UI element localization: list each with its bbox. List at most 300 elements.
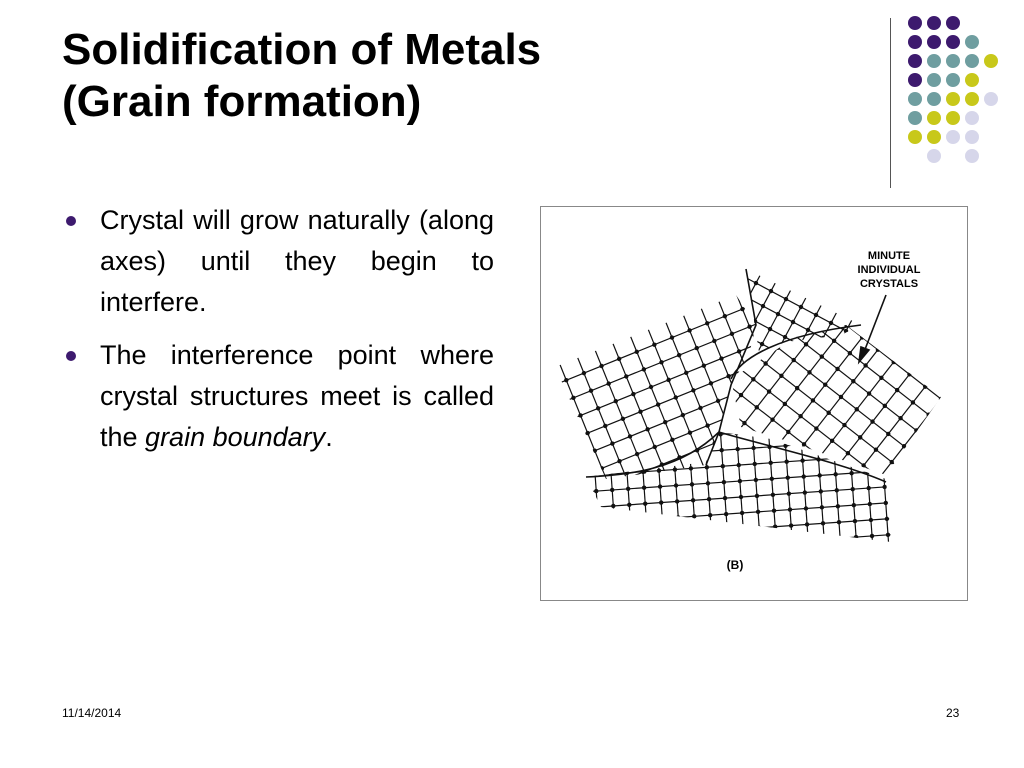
lattice-node	[737, 349, 741, 353]
crystal-lattice-a	[541, 207, 879, 600]
lattice-node	[650, 597, 654, 600]
lattice-node	[935, 545, 939, 549]
lattice-node	[905, 355, 909, 359]
lattice-node	[690, 456, 694, 460]
callout-line-2: INDIVIDUAL	[857, 264, 921, 276]
lattice-node	[886, 308, 890, 312]
lattice-node	[628, 519, 632, 523]
lattice-node	[619, 391, 623, 395]
lattice-line	[541, 594, 962, 600]
lattice-node	[783, 310, 787, 314]
lattice-node	[541, 396, 544, 400]
lattice-node	[730, 367, 734, 371]
lattice-node	[811, 398, 815, 402]
bullet-item	[62, 200, 494, 323]
lattice-node	[751, 377, 755, 381]
lattice-node	[911, 400, 915, 404]
lattice-node	[847, 579, 851, 583]
lattice-node	[900, 316, 904, 320]
lattice-line	[786, 303, 967, 565]
decor-dot	[946, 73, 960, 87]
lattice-node	[737, 247, 741, 251]
lattice-node	[662, 548, 666, 552]
decor-dot	[946, 130, 960, 144]
lattice-node	[903, 323, 907, 327]
lattice-node	[794, 490, 798, 494]
lattice-node	[804, 342, 808, 346]
lattice-node	[569, 362, 573, 366]
lattice-node	[846, 253, 850, 257]
lattice-node	[709, 381, 713, 385]
lattice-line	[759, 232, 967, 436]
slide-title	[62, 24, 862, 128]
lattice-node	[840, 523, 844, 527]
lattice-node	[722, 212, 726, 216]
lattice-node	[849, 479, 853, 483]
lattice-node	[584, 345, 588, 349]
lattice-node	[725, 528, 729, 532]
lattice-node	[634, 598, 638, 600]
lattice-node	[816, 237, 820, 241]
lattice-node	[857, 307, 861, 311]
lattice-node	[597, 537, 601, 541]
lattice-node	[738, 479, 742, 483]
lattice-node	[957, 309, 961, 313]
lattice-node	[832, 456, 836, 460]
lattice-node	[683, 400, 687, 404]
lattice-node	[948, 353, 952, 357]
lattice-node	[677, 317, 681, 321]
lattice-node	[727, 476, 731, 480]
decor-dot	[927, 92, 941, 106]
lattice-node	[847, 215, 851, 219]
lattice-node	[853, 279, 857, 283]
lattice-node	[835, 382, 839, 386]
lattice-node	[690, 482, 694, 486]
lattice-node	[713, 296, 717, 300]
lattice-node	[874, 447, 878, 451]
lattice-node	[610, 488, 614, 492]
lattice-node	[903, 572, 907, 576]
lattice-node	[596, 521, 600, 525]
lattice-node	[645, 427, 649, 431]
lattice-line	[809, 207, 967, 373]
lattice-node	[644, 293, 648, 297]
lattice-node	[551, 547, 555, 551]
lattice-node	[888, 332, 892, 336]
lattice-node	[904, 344, 908, 348]
lattice-node	[551, 332, 555, 336]
lattice-node	[800, 542, 804, 546]
lattice-node	[791, 320, 795, 324]
lattice-node	[559, 443, 563, 447]
lattice-node	[575, 353, 579, 357]
lattice-node	[695, 562, 699, 566]
lattice-node	[793, 347, 797, 351]
lattice-node	[951, 381, 955, 385]
lattice-node	[930, 481, 934, 485]
lattice-node	[557, 411, 561, 415]
lattice-node	[784, 530, 788, 534]
lattice-node	[800, 458, 804, 462]
lattice-node	[574, 426, 578, 430]
lattice-node	[578, 311, 582, 315]
lattice-node	[553, 588, 557, 592]
lattice-node	[799, 305, 803, 309]
lattice-node	[837, 295, 841, 299]
lattice-node	[909, 500, 913, 504]
lattice-node	[833, 472, 837, 476]
lattice-node	[695, 346, 699, 350]
lattice-node	[781, 412, 785, 416]
lattice-node	[776, 312, 780, 316]
lattice-node	[593, 449, 597, 453]
lattice-node	[725, 227, 729, 231]
lattice-node	[853, 294, 857, 298]
lattice-node	[731, 288, 735, 292]
lattice-node	[869, 518, 873, 522]
lattice-node	[882, 485, 886, 489]
lattice-node	[847, 439, 851, 443]
lattice-node	[603, 392, 607, 396]
lattice-node	[896, 516, 900, 520]
decor-dot	[984, 92, 998, 106]
lattice-node	[585, 586, 589, 590]
lattice-node	[859, 207, 863, 211]
lattice-node	[926, 418, 930, 422]
lattice-node	[781, 411, 785, 415]
decor-dot	[927, 35, 941, 49]
lattice-node	[740, 207, 744, 209]
lattice-node	[762, 266, 766, 270]
decor-dot	[927, 130, 941, 144]
lattice-node	[855, 326, 859, 330]
lattice-node	[708, 513, 712, 517]
lattice-node	[807, 290, 811, 294]
lattice-node	[952, 560, 956, 564]
lattice-node	[845, 407, 849, 411]
lattice-node	[781, 502, 785, 506]
lattice-node	[702, 363, 706, 367]
lattice-line	[902, 271, 932, 600]
lattice-node	[680, 311, 684, 315]
lattice-node	[631, 326, 635, 330]
lattice-node	[790, 539, 794, 543]
lattice-node	[902, 444, 906, 448]
lattice-node	[783, 402, 787, 406]
lattice-node	[621, 417, 625, 421]
lattice-node	[838, 268, 842, 272]
lattice-line	[541, 562, 960, 592]
lattice-node	[938, 369, 942, 373]
lattice-node	[585, 226, 589, 230]
lattice-node	[626, 487, 630, 491]
lattice-node	[857, 583, 861, 587]
lattice-node	[649, 385, 653, 389]
lattice-node	[604, 408, 608, 412]
lattice-node	[647, 565, 651, 569]
lattice-node	[596, 508, 600, 512]
lattice-node	[688, 431, 692, 435]
lattice-node	[748, 220, 752, 224]
title-line-2: (Grain formation)	[62, 77, 422, 126]
lattice-node	[768, 461, 772, 465]
lattice-node	[737, 265, 741, 269]
lattice-node	[960, 337, 964, 341]
lattice-node	[686, 434, 690, 438]
decor-dot	[908, 73, 922, 87]
lattice-node	[746, 366, 750, 370]
lattice-node	[856, 567, 860, 571]
lattice-node	[859, 563, 863, 567]
lattice-node	[893, 488, 897, 492]
lattice-node	[549, 540, 553, 544]
lattice-node	[819, 582, 823, 586]
lattice-node	[761, 589, 765, 593]
lattice-node	[852, 503, 856, 507]
lattice-line	[661, 358, 923, 562]
callout-arrow	[859, 295, 886, 362]
lattice-node	[919, 546, 923, 550]
lattice-node	[694, 546, 698, 550]
lattice-node	[660, 292, 664, 296]
lattice-node	[714, 368, 718, 372]
lattice-node	[541, 470, 544, 474]
lattice-line	[541, 338, 822, 471]
lattice-node	[730, 332, 734, 336]
lattice-node	[599, 364, 603, 368]
lattice-node	[614, 311, 618, 315]
lattice-node	[589, 389, 593, 393]
lattice-node	[561, 420, 565, 424]
lattice-node	[808, 570, 812, 574]
lattice-node	[625, 579, 629, 583]
lattice-node	[692, 290, 696, 294]
lattice-node	[583, 554, 587, 558]
lattice-node	[666, 596, 670, 600]
lattice-node	[558, 565, 562, 569]
lattice-node	[638, 207, 642, 209]
lattice-node	[872, 547, 876, 551]
lattice-node	[633, 582, 637, 586]
lattice-node	[635, 452, 639, 456]
lattice-node	[795, 386, 799, 390]
lattice-node	[712, 577, 716, 581]
lattice-node	[564, 523, 568, 527]
lattice-node	[845, 291, 849, 295]
lattice-node	[597, 296, 601, 300]
lattice-line	[758, 281, 788, 600]
lattice-node	[723, 303, 727, 307]
lattice-node	[586, 533, 590, 537]
lattice-line	[796, 207, 967, 389]
lattice-node	[769, 377, 773, 381]
lattice-node	[550, 445, 554, 449]
lattice-node	[815, 441, 819, 445]
lattice-node	[635, 554, 639, 558]
lattice-node	[802, 474, 806, 478]
decor-dot	[965, 35, 979, 49]
lattice-node	[818, 398, 822, 402]
lattice-node	[543, 325, 547, 329]
lattice-node	[666, 275, 670, 279]
lattice-node	[713, 543, 717, 547]
lattice-node	[629, 294, 633, 298]
lattice-node	[946, 480, 950, 484]
lattice-node	[708, 295, 712, 299]
lattice-node	[786, 475, 790, 479]
lattice-node	[798, 414, 802, 418]
lattice-node	[677, 353, 681, 357]
lattice-node	[892, 239, 896, 243]
lattice-node	[774, 388, 778, 392]
lattice-node	[777, 588, 781, 592]
lattice-node	[947, 496, 951, 500]
lattice-node	[547, 487, 551, 491]
lattice-node	[860, 335, 864, 339]
lattice-node	[546, 492, 550, 496]
lattice-node	[588, 286, 592, 290]
lattice-node	[862, 235, 866, 239]
lattice-node	[681, 354, 685, 358]
lattice-node	[744, 334, 748, 338]
lattice-node	[592, 457, 596, 461]
lattice-line	[582, 294, 612, 600]
lattice-node	[729, 364, 733, 368]
lattice-node	[804, 506, 808, 510]
lattice-node	[790, 328, 794, 332]
lattice-node	[642, 572, 646, 576]
lattice-node	[710, 545, 714, 549]
lattice-node	[747, 222, 751, 226]
lattice-node	[569, 587, 573, 591]
lattice-line	[541, 298, 548, 600]
lattice-node	[841, 584, 845, 588]
lattice-node	[745, 591, 749, 595]
lattice-node	[793, 258, 797, 262]
lattice-node	[744, 367, 748, 371]
lattice-node	[758, 433, 762, 437]
lattice-node	[798, 426, 802, 430]
lattice-node	[807, 370, 811, 374]
lattice-node	[823, 382, 827, 386]
lattice-node	[750, 249, 754, 253]
lattice-node	[681, 515, 685, 519]
lattice-node	[728, 309, 732, 313]
lattice-node	[724, 287, 728, 291]
lattice-node	[659, 258, 663, 262]
lattice-node	[796, 395, 800, 399]
lattice-node	[835, 595, 839, 599]
lattice-node	[932, 341, 936, 345]
lattice-node	[743, 559, 747, 563]
lattice-node	[926, 413, 930, 417]
lattice-node	[560, 318, 564, 322]
lattice-node	[599, 328, 603, 332]
lattice-node	[822, 537, 826, 541]
lattice-node	[578, 490, 582, 494]
lattice-node	[793, 244, 797, 248]
lattice-node	[877, 231, 881, 235]
lattice-node	[602, 219, 606, 223]
lattice-node	[807, 554, 811, 558]
lattice-node	[660, 565, 664, 569]
lattice-node	[649, 357, 653, 361]
lattice-node	[773, 300, 777, 304]
lattice-node	[707, 368, 711, 372]
lattice-node	[907, 372, 911, 376]
lattice-node	[862, 422, 866, 426]
lattice-node	[914, 483, 918, 487]
lattice-node	[811, 377, 815, 381]
lattice-node	[843, 367, 847, 371]
lattice-node	[949, 481, 953, 485]
lattice-node	[942, 416, 946, 420]
lattice-node	[783, 413, 787, 417]
lattice-node	[779, 380, 783, 384]
lattice-node	[756, 533, 760, 537]
lattice-node	[614, 399, 618, 403]
lattice-node	[871, 550, 875, 554]
lattice-node	[824, 222, 828, 226]
lattice-node	[928, 313, 932, 317]
lattice-node	[858, 435, 862, 439]
lattice-node	[920, 356, 924, 360]
lattice-line	[541, 321, 815, 454]
lattice-node	[638, 307, 642, 311]
lattice-node	[646, 529, 650, 533]
lattice-node	[638, 410, 642, 414]
lattice-node	[646, 549, 650, 553]
lattice-node	[864, 454, 868, 458]
decor-dot	[965, 111, 979, 125]
lattice-node	[863, 363, 867, 367]
lattice-node	[567, 233, 571, 237]
lattice-node	[814, 338, 818, 342]
lattice-node	[541, 365, 542, 369]
lattice-node	[585, 361, 589, 365]
decor-dot	[908, 92, 922, 106]
lattice-node	[821, 297, 825, 301]
lattice-node	[853, 519, 857, 523]
lattice-node	[712, 339, 716, 343]
title-line-1: Solidification of Metals	[62, 25, 542, 74]
lattice-node	[891, 372, 895, 376]
lattice-node	[565, 298, 569, 302]
lattice-node	[935, 321, 939, 325]
lattice-node	[583, 329, 587, 333]
lattice-node	[808, 252, 812, 256]
lattice-node	[751, 487, 755, 491]
lattice-node	[891, 360, 895, 364]
lattice-node	[736, 387, 740, 391]
lattice-line	[541, 244, 664, 572]
lattice-node	[919, 322, 923, 326]
lattice-line	[676, 217, 880, 479]
lattice-node	[627, 503, 631, 507]
lattice-node	[778, 364, 782, 368]
lattice-node	[723, 496, 727, 500]
lattice-line	[541, 370, 947, 400]
lattice-node	[635, 350, 639, 354]
lattice-node	[937, 263, 941, 267]
lattice-node	[660, 516, 664, 520]
lattice-node	[733, 212, 737, 216]
lattice-node	[707, 497, 711, 501]
lattice-node	[765, 317, 769, 321]
lattice-node	[756, 207, 760, 209]
lattice-node	[825, 283, 829, 287]
